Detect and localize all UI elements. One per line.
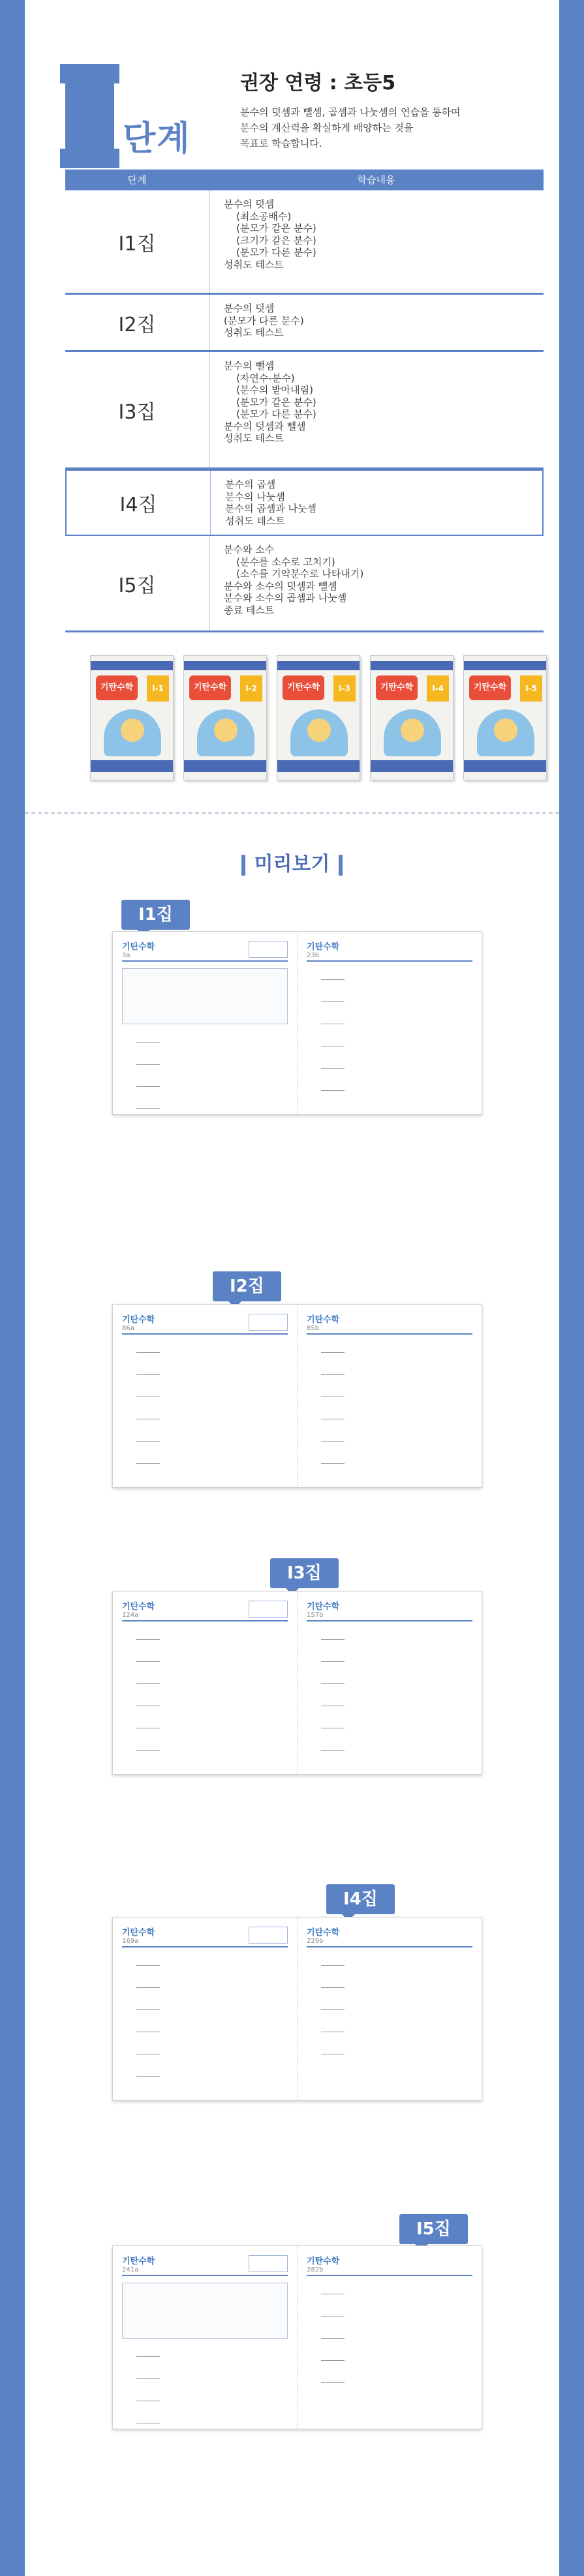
content-panel xyxy=(25,0,559,2576)
preview-spread xyxy=(112,931,482,1115)
description-line: 분수의 덧셈과 뺄셈, 곱셈과 나눗셈의 연습을 통하여 xyxy=(240,106,461,118)
row-name: I4집 xyxy=(119,494,157,516)
page-code: 157b xyxy=(307,1612,324,1619)
row-content: 분수의 뺄셈 (자연수-분수) (분수의 받아내림) (분모가 같은 분수) (분모가 다른 분수) 분수의 덧셈과 뺄셈 성취도 테스트 xyxy=(209,352,544,467)
preview-label: I1집 xyxy=(121,900,190,930)
example-box xyxy=(122,968,288,1024)
cover-illustration xyxy=(104,709,161,756)
book-covers xyxy=(90,655,547,780)
description-line: 목표로 학습합니다. xyxy=(240,138,322,149)
level-letter-graphic xyxy=(65,64,114,168)
book-cover[interactable] xyxy=(370,655,453,780)
cover-logo: 기탄수학 xyxy=(376,675,418,700)
row-name: I2집 xyxy=(118,313,156,336)
brand-logo: 기탄수학 xyxy=(307,2257,340,2266)
cover-tag: I-2 xyxy=(240,675,262,702)
book-cover[interactable] xyxy=(183,655,267,780)
age-title: 권장 연령 : 초등5 xyxy=(240,72,396,95)
brand-logo: 기탄수학 xyxy=(122,1928,155,1938)
book-cover[interactable] xyxy=(277,655,360,780)
row-name: I1집 xyxy=(118,232,156,256)
cover-illustration xyxy=(290,709,348,756)
brand-logo: 기탄수학 xyxy=(307,1315,340,1325)
worksheet-page-left xyxy=(113,1917,297,2100)
worksheet-page-right xyxy=(297,932,482,1114)
cover-logo: 기탄수학 xyxy=(189,675,231,700)
preview-label: I4집 xyxy=(326,1884,395,1914)
row-name: I5집 xyxy=(118,574,156,597)
cover-tag: I-5 xyxy=(520,675,542,702)
level-word: 단계 xyxy=(123,119,191,158)
row-content: 분수의 곱셈 분수의 나눗셈 분수의 곱셈과 나눗셈 성취도 테스트 xyxy=(210,471,542,535)
preview-label: I2집 xyxy=(213,1271,281,1301)
section-divider xyxy=(25,812,559,814)
brand-logo: 기탄수학 xyxy=(122,1315,155,1325)
page-code: 241a xyxy=(122,2266,139,2273)
preview-label: I5집 xyxy=(399,2214,468,2244)
heading-bar xyxy=(339,855,343,876)
table-header xyxy=(65,170,544,190)
table-row xyxy=(65,536,544,632)
row-content: 분수의 덧셈 (최소공배수) (분모가 같은 분수) (크기가 같은 분수) (분모가 다른 분수) 성취도 테스트 xyxy=(209,190,544,293)
header-content: 학습내용 xyxy=(357,174,395,186)
brand-logo: 기탄수학 xyxy=(307,942,340,952)
cover-logo: 기탄수학 xyxy=(283,675,324,700)
example-box xyxy=(122,2283,288,2339)
worksheet-page-right xyxy=(297,1917,482,2100)
cover-tag: I-1 xyxy=(147,675,169,702)
cover-illustration xyxy=(384,709,441,756)
book-cover[interactable] xyxy=(463,655,547,780)
page-code: 229b xyxy=(307,1938,324,1945)
page-code: 86a xyxy=(122,1325,134,1332)
preview-spread xyxy=(112,1304,482,1488)
heading-bar xyxy=(241,855,245,876)
page-code: 85b xyxy=(307,1325,320,1332)
preview-spread xyxy=(112,1917,482,2101)
cover-tag: I-4 xyxy=(427,675,449,702)
page-code: 3a xyxy=(122,952,131,959)
worksheet-page-left xyxy=(113,932,297,1114)
page-code: 282b xyxy=(307,2266,324,2273)
worksheet-page-left xyxy=(113,1591,297,1774)
cover-illustration xyxy=(197,709,254,756)
page-code: 23b xyxy=(307,952,320,959)
header-level: 단계 xyxy=(127,174,147,186)
brand-logo: 기탄수학 xyxy=(307,1602,340,1612)
row-content: 분수와 소수 (분수를 소수로 고치기) (소수를 기약분수로 나타내기) 분수와 소수의 덧셈과 뺄셈 분수와 소수의 곱셈과 나눗셈 종료 테스트 xyxy=(209,536,544,630)
worksheet-page-left xyxy=(113,1305,297,1487)
preview-heading xyxy=(0,848,584,876)
preview-label: I3집 xyxy=(270,1558,339,1588)
worksheet-page-left xyxy=(113,2246,297,2429)
preview-spread xyxy=(112,1591,482,1775)
table-row xyxy=(65,190,544,295)
brand-logo: 기탄수학 xyxy=(307,1928,340,1938)
worksheet-page-right xyxy=(297,1305,482,1487)
curriculum-table xyxy=(65,170,544,632)
preview-title: 미리보기 xyxy=(254,853,330,876)
preview-spread xyxy=(112,2245,482,2429)
row-content: 분수의 덧셈 (분모가 다른 분수) 성취도 테스트 xyxy=(209,295,544,350)
cover-tag: I-3 xyxy=(333,675,356,702)
table-row xyxy=(65,352,544,469)
brand-logo: 기탄수학 xyxy=(122,942,155,952)
worksheet-page-right xyxy=(297,1591,482,1774)
table-row-highlighted xyxy=(65,469,544,536)
page-code: 124a xyxy=(122,1612,139,1619)
page-code: 169a xyxy=(122,1938,139,1945)
cover-illustration xyxy=(477,709,534,756)
brand-logo: 기탄수학 xyxy=(122,2257,155,2266)
description xyxy=(240,104,540,151)
cover-logo: 기탄수학 xyxy=(96,675,138,700)
row-name: I3집 xyxy=(118,400,156,424)
cover-logo: 기탄수학 xyxy=(469,675,511,700)
table-row xyxy=(65,295,544,352)
worksheet-page-right xyxy=(297,2246,482,2429)
book-cover[interactable] xyxy=(90,655,174,780)
brand-logo: 기탄수학 xyxy=(122,1602,155,1612)
description-line: 분수의 계산력을 확실하게 배양하는 것을 xyxy=(240,122,414,134)
